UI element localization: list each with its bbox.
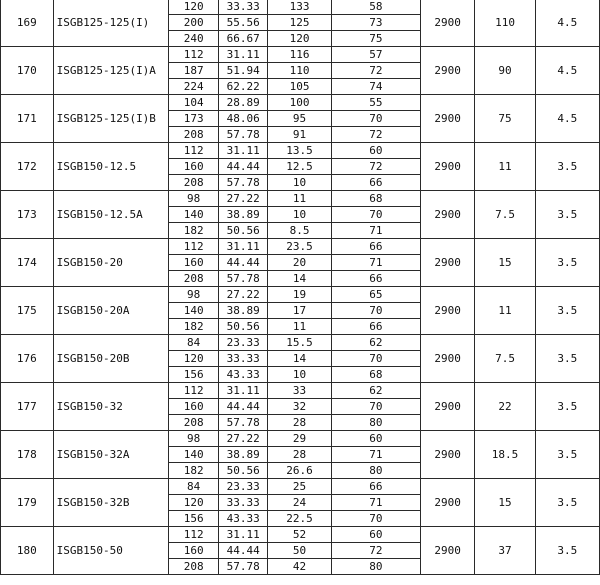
head-cell: 42	[268, 559, 332, 575]
head-cell: 91	[268, 127, 332, 143]
flow-m3h-cell: 156	[169, 511, 219, 527]
efficiency-cell: 80	[331, 559, 420, 575]
table-row	[1, 143, 600, 159]
head-cell: 22.5	[268, 511, 332, 527]
flow-ls-cell: 31.11	[219, 143, 268, 159]
efficiency-cell: 66	[331, 239, 420, 255]
power-cell: 37	[475, 527, 535, 575]
flow-m3h-cell: 140	[169, 207, 219, 223]
efficiency-cell: 58	[331, 0, 420, 15]
flow-m3h-cell: 140	[169, 447, 219, 463]
efficiency-cell: 72	[331, 159, 420, 175]
flow-ls-cell: 44.44	[219, 255, 268, 271]
efficiency-cell: 74	[331, 79, 420, 95]
flow-m3h-cell: 120	[169, 495, 219, 511]
speed-cell: 2900	[420, 431, 475, 479]
flow-ls-cell: 44.44	[219, 399, 268, 415]
power-cell: 11	[475, 287, 535, 335]
table-row	[1, 0, 600, 15]
head-cell: 20	[268, 255, 332, 271]
flow-m3h-cell: 98	[169, 287, 219, 303]
flow-ls-cell: 38.89	[219, 447, 268, 463]
flow-ls-cell: 57.78	[219, 415, 268, 431]
flow-m3h-cell: 160	[169, 159, 219, 175]
power-cell: 7.5	[475, 191, 535, 239]
efficiency-cell: 72	[331, 63, 420, 79]
row-number-cell: 175	[1, 287, 54, 335]
head-cell: 14	[268, 351, 332, 367]
table-row	[1, 95, 600, 111]
row-number-cell: 169	[1, 0, 54, 47]
head-cell: 105	[268, 79, 332, 95]
efficiency-cell: 60	[331, 431, 420, 447]
flow-m3h-cell: 160	[169, 399, 219, 415]
flow-ls-cell: 28.89	[219, 95, 268, 111]
flow-m3h-cell: 112	[169, 239, 219, 255]
power-cell: 18.5	[475, 431, 535, 479]
flow-ls-cell: 44.44	[219, 159, 268, 175]
flow-m3h-cell: 160	[169, 543, 219, 559]
head-cell: 95	[268, 111, 332, 127]
flow-ls-cell: 33.33	[219, 495, 268, 511]
npsh-cell: 3.5	[535, 335, 599, 383]
efficiency-cell: 75	[331, 31, 420, 47]
row-number-cell: 172	[1, 143, 54, 191]
flow-ls-cell: 31.11	[219, 383, 268, 399]
head-cell: 26.6	[268, 463, 332, 479]
head-cell: 125	[268, 15, 332, 31]
efficiency-cell: 70	[331, 399, 420, 415]
efficiency-cell: 72	[331, 543, 420, 559]
speed-cell: 2900	[420, 143, 475, 191]
flow-m3h-cell: 182	[169, 223, 219, 239]
model-cell: ISGB150-12.5	[53, 143, 169, 191]
npsh-cell: 3.5	[535, 431, 599, 479]
flow-ls-cell: 55.56	[219, 15, 268, 31]
model-cell: ISGB150-32A	[53, 431, 169, 479]
flow-ls-cell: 27.22	[219, 431, 268, 447]
flow-ls-cell: 48.06	[219, 111, 268, 127]
flow-ls-cell: 23.33	[219, 335, 268, 351]
head-cell: 10	[268, 207, 332, 223]
flow-ls-cell: 57.78	[219, 175, 268, 191]
head-cell: 29	[268, 431, 332, 447]
flow-m3h-cell: 208	[169, 127, 219, 143]
flow-m3h-cell: 98	[169, 431, 219, 447]
flow-ls-cell: 51.94	[219, 63, 268, 79]
flow-ls-cell: 66.67	[219, 31, 268, 47]
model-cell: ISGB150-12.5A	[53, 191, 169, 239]
flow-ls-cell: 44.44	[219, 543, 268, 559]
npsh-cell: 3.5	[535, 143, 599, 191]
flow-m3h-cell: 84	[169, 335, 219, 351]
model-cell: ISGB150-32B	[53, 479, 169, 527]
efficiency-cell: 72	[331, 127, 420, 143]
npsh-cell: 3.5	[535, 383, 599, 431]
flow-ls-cell: 57.78	[219, 559, 268, 575]
efficiency-cell: 70	[331, 511, 420, 527]
efficiency-cell: 80	[331, 415, 420, 431]
efficiency-cell: 71	[331, 255, 420, 271]
head-cell: 28	[268, 415, 332, 431]
efficiency-cell: 68	[331, 367, 420, 383]
flow-m3h-cell: 208	[169, 271, 219, 287]
flow-m3h-cell: 208	[169, 559, 219, 575]
npsh-cell: 3.5	[535, 479, 599, 527]
power-cell: 11	[475, 143, 535, 191]
speed-cell: 2900	[420, 287, 475, 335]
efficiency-cell: 70	[331, 111, 420, 127]
flow-ls-cell: 38.89	[219, 303, 268, 319]
model-cell: ISGB125-125(I)	[53, 0, 169, 47]
row-number-cell: 178	[1, 431, 54, 479]
efficiency-cell: 70	[331, 207, 420, 223]
flow-ls-cell: 33.33	[219, 0, 268, 15]
npsh-cell: 4.5	[535, 0, 599, 47]
flow-ls-cell: 33.33	[219, 351, 268, 367]
head-cell: 100	[268, 95, 332, 111]
efficiency-cell: 71	[331, 223, 420, 239]
flow-ls-cell: 50.56	[219, 319, 268, 335]
efficiency-cell: 70	[331, 351, 420, 367]
flow-ls-cell: 43.33	[219, 511, 268, 527]
flow-ls-cell: 62.22	[219, 79, 268, 95]
model-cell: ISGB150-50	[53, 527, 169, 575]
model-cell: ISGB150-20A	[53, 287, 169, 335]
flow-m3h-cell: 182	[169, 319, 219, 335]
head-cell: 11	[268, 191, 332, 207]
head-cell: 10	[268, 175, 332, 191]
model-cell: ISGB125-125(I)A	[53, 47, 169, 95]
flow-m3h-cell: 240	[169, 31, 219, 47]
flow-m3h-cell: 112	[169, 47, 219, 63]
head-cell: 12.5	[268, 159, 332, 175]
efficiency-cell: 60	[331, 143, 420, 159]
npsh-cell: 3.5	[535, 191, 599, 239]
efficiency-cell: 66	[331, 479, 420, 495]
row-number-cell: 173	[1, 191, 54, 239]
flow-m3h-cell: 120	[169, 0, 219, 15]
row-number-cell: 176	[1, 335, 54, 383]
efficiency-cell: 66	[331, 319, 420, 335]
flow-m3h-cell: 120	[169, 351, 219, 367]
flow-ls-cell: 38.89	[219, 207, 268, 223]
flow-m3h-cell: 182	[169, 463, 219, 479]
npsh-cell: 4.5	[535, 47, 599, 95]
table-row	[1, 431, 600, 447]
flow-ls-cell: 31.11	[219, 239, 268, 255]
flow-m3h-cell: 84	[169, 479, 219, 495]
flow-m3h-cell: 208	[169, 175, 219, 191]
row-number-cell: 170	[1, 47, 54, 95]
efficiency-cell: 80	[331, 463, 420, 479]
efficiency-cell: 70	[331, 303, 420, 319]
head-cell: 25	[268, 479, 332, 495]
model-cell: ISGB150-20	[53, 239, 169, 287]
flow-m3h-cell: 160	[169, 255, 219, 271]
flow-ls-cell: 31.11	[219, 47, 268, 63]
speed-cell: 2900	[420, 47, 475, 95]
head-cell: 8.5	[268, 223, 332, 239]
head-cell: 52	[268, 527, 332, 543]
flow-m3h-cell: 200	[169, 15, 219, 31]
npsh-cell: 3.5	[535, 239, 599, 287]
flow-ls-cell: 23.33	[219, 479, 268, 495]
flow-m3h-cell: 104	[169, 95, 219, 111]
pump-spec-table-body	[1, 0, 600, 575]
speed-cell: 2900	[420, 479, 475, 527]
model-cell: ISGB125-125(I)B	[53, 95, 169, 143]
head-cell: 32	[268, 399, 332, 415]
table-row	[1, 47, 600, 63]
efficiency-cell: 71	[331, 447, 420, 463]
head-cell: 33	[268, 383, 332, 399]
efficiency-cell: 68	[331, 191, 420, 207]
speed-cell: 2900	[420, 335, 475, 383]
head-cell: 13.5	[268, 143, 332, 159]
npsh-cell: 4.5	[535, 95, 599, 143]
model-cell: ISGB150-20B	[53, 335, 169, 383]
head-cell: 120	[268, 31, 332, 47]
flow-m3h-cell: 112	[169, 143, 219, 159]
model-cell: ISGB150-32	[53, 383, 169, 431]
flow-ls-cell: 57.78	[219, 271, 268, 287]
flow-ls-cell: 27.22	[219, 191, 268, 207]
head-cell: 19	[268, 287, 332, 303]
flow-ls-cell: 43.33	[219, 367, 268, 383]
flow-ls-cell: 31.11	[219, 527, 268, 543]
power-cell: 7.5	[475, 335, 535, 383]
efficiency-cell: 71	[331, 495, 420, 511]
efficiency-cell: 62	[331, 335, 420, 351]
row-number-cell: 180	[1, 527, 54, 575]
flow-m3h-cell: 156	[169, 367, 219, 383]
flow-m3h-cell: 140	[169, 303, 219, 319]
efficiency-cell: 60	[331, 527, 420, 543]
head-cell: 15.5	[268, 335, 332, 351]
npsh-cell: 3.5	[535, 287, 599, 335]
efficiency-cell: 66	[331, 175, 420, 191]
row-number-cell: 177	[1, 383, 54, 431]
head-cell: 24	[268, 495, 332, 511]
head-cell: 133	[268, 0, 332, 15]
table-row	[1, 383, 600, 399]
flow-m3h-cell: 112	[169, 527, 219, 543]
flow-m3h-cell: 98	[169, 191, 219, 207]
efficiency-cell: 65	[331, 287, 420, 303]
flow-m3h-cell: 112	[169, 383, 219, 399]
row-number-cell: 171	[1, 95, 54, 143]
flow-ls-cell: 50.56	[219, 223, 268, 239]
flow-ls-cell: 27.22	[219, 287, 268, 303]
head-cell: 14	[268, 271, 332, 287]
speed-cell: 2900	[420, 0, 475, 47]
efficiency-cell: 57	[331, 47, 420, 63]
table-row	[1, 287, 600, 303]
efficiency-cell: 73	[331, 15, 420, 31]
flow-m3h-cell: 208	[169, 415, 219, 431]
table-row	[1, 239, 600, 255]
row-number-cell: 179	[1, 479, 54, 527]
flow-m3h-cell: 224	[169, 79, 219, 95]
npsh-cell: 3.5	[535, 527, 599, 575]
table-row	[1, 527, 600, 543]
table-row	[1, 479, 600, 495]
power-cell: 75	[475, 95, 535, 143]
head-cell: 50	[268, 543, 332, 559]
row-number-cell: 174	[1, 239, 54, 287]
head-cell: 17	[268, 303, 332, 319]
speed-cell: 2900	[420, 95, 475, 143]
head-cell: 110	[268, 63, 332, 79]
head-cell: 10	[268, 367, 332, 383]
power-cell: 15	[475, 239, 535, 287]
power-cell: 15	[475, 479, 535, 527]
power-cell: 22	[475, 383, 535, 431]
power-cell: 110	[475, 0, 535, 47]
head-cell: 28	[268, 447, 332, 463]
efficiency-cell: 66	[331, 271, 420, 287]
speed-cell: 2900	[420, 383, 475, 431]
flow-ls-cell: 57.78	[219, 127, 268, 143]
speed-cell: 2900	[420, 239, 475, 287]
flow-m3h-cell: 173	[169, 111, 219, 127]
speed-cell: 2900	[420, 191, 475, 239]
flow-ls-cell: 50.56	[219, 463, 268, 479]
power-cell: 90	[475, 47, 535, 95]
flow-m3h-cell: 187	[169, 63, 219, 79]
efficiency-cell: 62	[331, 383, 420, 399]
head-cell: 116	[268, 47, 332, 63]
efficiency-cell: 55	[331, 95, 420, 111]
speed-cell: 2900	[420, 527, 475, 575]
table-row	[1, 335, 600, 351]
table-row	[1, 191, 600, 207]
head-cell: 11	[268, 319, 332, 335]
head-cell: 23.5	[268, 239, 332, 255]
